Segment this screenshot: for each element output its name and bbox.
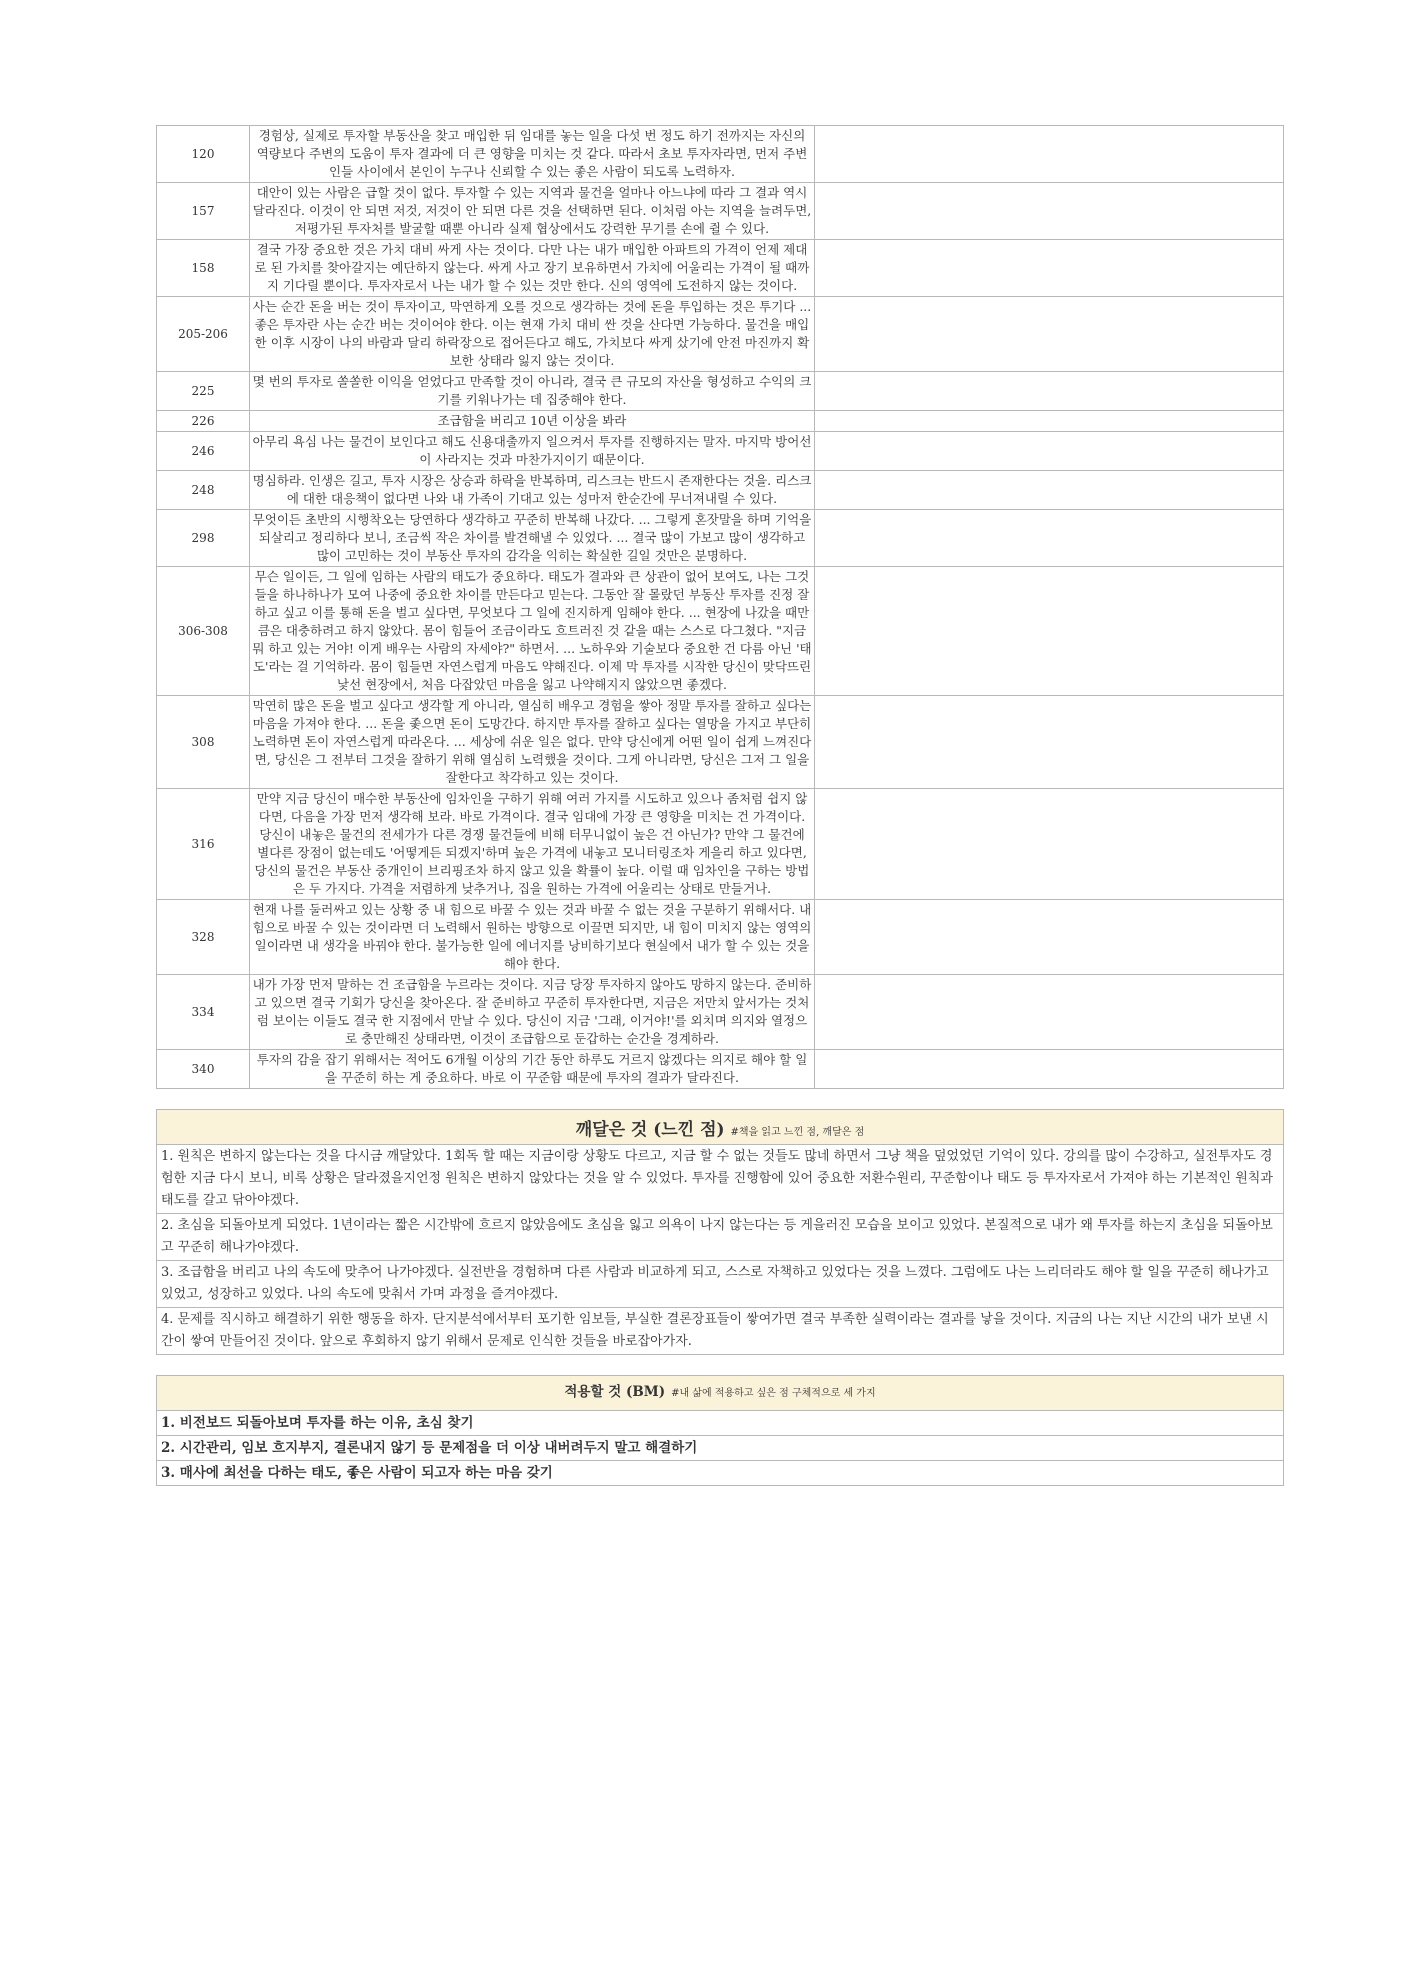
quote-memo <box>815 567 1284 696</box>
quote-row <box>157 432 1284 471</box>
quote-text: 만약 지금 당신이 매수한 부동산에 임차인을 구하기 위해 여러 가지를 시도하고 있으나 좀처럼 쉽지 않다면, 다음을 가장 먼저 생각해 보라. 바로 가격이다. 결국 임대에 가장 큰 영향을 미치는 건 가격이다. 당신이 내놓은 물건의 전세가가 다른 경쟁 물건들에 비해 터무니없이 높은 건 아닌가? 만약 그 물건에 별다른 장점이 없는데도 '어떻게든 되겠지'하며 높은 가격에 내놓고 모니터링조차 게을리 하고 있다면, 당신의 물건은 부동산 중개인이 브리핑조차 하지 않고 있을 확률이 높다. 이럴 때 임차인을 구하는 방법은 두 가지다. 가격을 저렴하게 낮추거나, 집을 원하는 가격에 어울리는 상태로 만들거나. <box>250 789 815 900</box>
quote-row <box>157 1050 1284 1089</box>
quote-row <box>157 696 1284 789</box>
quote-text: 내가 가장 먼저 말하는 건 조급함을 누르라는 것이다. 지금 당장 투자하지 않아도 망하지 않는다. 준비하고 있으면 결국 기회가 당신을 찾아온다. 잘 준비하고 꾸준히 투자한다면, 지금은 저만치 앞서가는 것처럼 보이는 이들도 결국 한 지점에서 만날 수 있다. 당신이 지금 '그래, 이거야!'를 외치며 의지와 열정으로 충만해진 상태라면, 이것이 조급함으로 둔갑하는 순간을 경계하라. <box>250 975 815 1050</box>
quote-text: 경험상, 실제로 투자할 부동산을 찾고 매입한 뒤 임대를 놓는 일을 다섯 번 정도 하기 전까지는 자신의 역량보다 주변의 도움이 투자 결과에 더 큰 영향을 미치는 것 같다. 따라서 초보 투자자라면, 먼저 주변인들 사이에서 본인이 누구나 신뢰할 수 있는 좋은 사람이 되도록 노력하자. <box>250 126 815 183</box>
quote-memo <box>815 471 1284 510</box>
quote-row <box>157 471 1284 510</box>
quote-text: 조급함을 버리고 10년 이상을 봐라 <box>250 411 815 432</box>
quote-row <box>157 510 1284 567</box>
realization-title: 깨달은 것 (느낀 점) <box>575 1119 725 1140</box>
apply-section <box>156 1375 1284 1486</box>
quote-memo <box>815 696 1284 789</box>
quote-row <box>157 411 1284 432</box>
quote-page-number: 158 <box>157 240 250 297</box>
quote-text: 투자의 감을 잡기 위해서는 적어도 6개월 이상의 기간 동안 하루도 거르지 않겠다는 의지로 해야 할 일을 꾸준히 하는 게 중요하다. 바로 이 꾸준함 때문에 투자의 결과가 달라진다. <box>250 1050 815 1089</box>
quote-page-number: 226 <box>157 411 250 432</box>
quote-memo <box>815 1050 1284 1089</box>
quote-page-number: 298 <box>157 510 250 567</box>
quote-memo <box>815 183 1284 240</box>
quote-row <box>157 240 1284 297</box>
realization-header <box>157 1110 1284 1145</box>
quote-row <box>157 900 1284 975</box>
quote-page-number: 334 <box>157 975 250 1050</box>
apply-item: 3. 매사에 최선을 다하는 태도, 좋은 사람이 되고자 하는 마음 갖기 <box>157 1461 1284 1486</box>
quote-page-number: 246 <box>157 432 250 471</box>
realization-item: 3. 조급함을 버리고 나의 속도에 맞추어 나가야겠다. 실전반을 경험하며 다른 사람과 비교하게 되고, 스스로 자책하고 있었다는 것을 느꼈다. 그럼에도 나는 느리더라도 해야 할 일을 꾸준히 해나가고 있었고, 성장하고 있었다. 나의 속도에 맞춰서 가며 과정을 즐겨야겠다. <box>157 1261 1284 1308</box>
quote-row <box>157 567 1284 696</box>
quote-text: 막연히 많은 돈을 벌고 싶다고 생각할 게 아니라, 열심히 배우고 경험을 쌓아 정말 투자를 잘하고 싶다는 마음을 가져야 한다. ... 돈을 좇으면 돈이 도망간다. 하지만 투자를 잘하고 싶다는 열망을 가지고 부단히 노력하면 돈이 자연스럽게 따라온다. ... 세상에 쉬운 일은 없다. 만약 당신에게 어떤 일이 쉽게 느껴진다면, 당신은 그 전부터 그것을 잘하기 위해 열심히 노력했을 것이다. 그게 아니라면, 당신은 그저 그 일을 잘한다고 착각하고 있는 것이다. <box>250 696 815 789</box>
quote-text: 현재 나를 둘러싸고 있는 상황 중 내 힘으로 바꿀 수 있는 것과 바꿀 수 없는 것을 구분하기 위해서다. 내 힘으로 바꿀 수 있는 것이라면 더 노력해서 원하는 방향으로 이끌면 되지만, 내 힘이 미치지 않는 영역의 일이라면 내 생각을 바꿔야 한다. 불가능한 일에 에너지를 낭비하기보다 현실에서 내가 할 수 있는 것을 해야 한다. <box>250 900 815 975</box>
quote-text: 아무리 욕심 나는 물건이 보인다고 해도 신용대출까지 일으켜서 투자를 진행하지는 말자. 마지막 방어선이 사라지는 것과 마찬가지이기 때문이다. <box>250 432 815 471</box>
quote-memo <box>815 411 1284 432</box>
quote-memo <box>815 900 1284 975</box>
realization-section <box>156 1109 1284 1355</box>
book-note-page <box>156 125 1284 1486</box>
realization-item: 4. 문제를 직시하고 해결하기 위한 행동을 하자. 단지분석에서부터 포기한 임보들, 부실한 결론장표들이 쌓여가면 결국 부족한 실력이라는 결과를 낳을 것이다. 지금의 나는 지난 시간의 내가 보낸 시간이 쌓여 만들어진 것이다. 앞으로 후회하지 않기 위해서 문제로 인식한 것들을 바로잡아가자. <box>157 1308 1284 1355</box>
apply-hint: #내 삶에 적용하고 싶은 점 구체적으로 세 가지 <box>671 1388 876 1399</box>
quote-text: 무슨 일이든, 그 일에 임하는 사람의 태도가 중요하다. 태도가 결과와 큰 상관이 없어 보여도, 나는 그것들을 하나하나가 모여 나중에 중요한 차이를 만든다고 믿는다. 그동안 잘 몰랐던 부동산 투자를 진정 잘하고 싶고 이를 통해 돈을 벌고 싶다면, 무엇보다 그 일에 진지하게 임해야 한다. ... 현장에 나갔을 때만큼은 대충하려고 하지 않았다. 몸이 힘들어 조금이라도 흐트러진 것 같을 때는 스스로 다그쳤다. "지금 뭐 하고 있는 거야! 이게 배우는 사람의 자세야?" 하면서. ... 노하우와 기술보다 중요한 건 다름 아닌 '태도'라는 걸 기억하라. 몸이 힘들면 자연스럽게 마음도 약해진다. 이제 막 투자를 시작한 당신이 맞닥뜨린 낯선 현장에서, 처음 다잡았던 마음을 잃고 나약해지지 않았으면 좋겠다. <box>250 567 815 696</box>
quote-page-number: 306-308 <box>157 567 250 696</box>
quote-memo <box>815 975 1284 1050</box>
realization-hint: #책을 읽고 느낀 점, 깨달은 점 <box>730 1126 865 1138</box>
realization-item: 1. 원칙은 변하지 않는다는 것을 다시금 깨달았다. 1회독 할 때는 지금이랑 상황도 다르고, 지금 할 수 없는 것들도 많네 하면서 그냥 책을 덮었었던 기억이 있다. 강의를 많이 수강하고, 실전투자도 경험한 지금 다시 보니, 비록 상황은 달라졌을지언정 원칙은 변하지 않았다는 것을 알 수 있었다. 투자를 진행함에 있어 중요한 저환수원리, 꾸준함이나 태도 등 투자자로서 가져야 하는 기본적인 원칙과 태도를 갈고 닦아야겠다. <box>157 1145 1284 1214</box>
quote-text: 명심하라. 인생은 길고, 투자 시장은 상승과 하락을 반복하며, 리스크는 반드시 존재한다는 것을. 리스크에 대한 대응책이 없다면 나와 내 가족이 기대고 있는 성마저 한순간에 무너져내릴 수 있다. <box>250 471 815 510</box>
quote-memo <box>815 789 1284 900</box>
quote-page-number: 120 <box>157 126 250 183</box>
quote-memo <box>815 510 1284 567</box>
quote-memo <box>815 126 1284 183</box>
apply-header <box>157 1376 1284 1411</box>
quote-row <box>157 183 1284 240</box>
quote-text: 결국 가장 중요한 것은 가치 대비 싸게 사는 것이다. 다만 나는 내가 매입한 아파트의 가격이 언제 제대로 된 가치를 찾아갈지는 예단하지 않는다. 싸게 사고 장기 보유하면서 가치에 어울리는 가격이 될 때까지 기다릴 뿐이다. 투자자로서 나는 내가 할 수 있는 것만 한다. 신의 영역에 도전하지 않는 것이다. <box>250 240 815 297</box>
quote-row <box>157 297 1284 372</box>
apply-title: 적용할 것 (BM) <box>564 1384 666 1400</box>
quote-page-number: 328 <box>157 900 250 975</box>
quote-text: 무엇이든 초반의 시행착오는 당연하다 생각하고 꾸준히 반복해 나갔다. ... 그렇게 혼잣말을 하며 기억을 되살리고 정리하다 보니, 조금씩 작은 차이를 발견해낼 수 있었다. ... 결국 많이 가보고 많이 생각하고 많이 고민하는 것이 부동산 투자의 감각을 익히는 확실한 길일 것만은 분명하다. <box>250 510 815 567</box>
quote-memo <box>815 372 1284 411</box>
quote-memo <box>815 432 1284 471</box>
quote-text: 대안이 있는 사람은 급할 것이 없다. 투자할 수 있는 지역과 물건을 얼마나 아느냐에 따라 그 결과 역시 달라진다. 이것이 안 되면 저것, 저것이 안 되면 다른 것을 선택하면 된다. 이처럼 아는 지역을 늘려두면, 저평가된 투자처를 발굴할 때뿐 아니라 실제 협상에서도 강력한 무기를 손에 쥘 수 있다. <box>250 183 815 240</box>
apply-item: 1. 비전보드 되돌아보며 투자를 하는 이유, 초심 찾기 <box>157 1411 1284 1436</box>
quote-page-number: 225 <box>157 372 250 411</box>
quote-page-number: 340 <box>157 1050 250 1089</box>
quote-page-number: 316 <box>157 789 250 900</box>
quote-page-number: 157 <box>157 183 250 240</box>
quote-text: 사는 순간 돈을 버는 것이 투자이고, 막연하게 오를 것으로 생각하는 것에 돈을 투입하는 것은 투기다 ... 좋은 투자란 사는 순간 버는 것이어야 한다. 이는 현재 가치 대비 싼 것을 산다면 가능하다. 물건을 매입한 이후 시장이 나의 바람과 달리 하락장으로 접어든다고 해도, 가치보다 싸게 샀기에 안전 마진까지 확보한 상태라 잃지 않는 것이다. <box>250 297 815 372</box>
quote-memo <box>815 297 1284 372</box>
quote-row <box>157 789 1284 900</box>
quote-row <box>157 126 1284 183</box>
quote-memo <box>815 240 1284 297</box>
quote-page-number: 248 <box>157 471 250 510</box>
quote-table <box>156 125 1284 1089</box>
quote-page-number: 205-206 <box>157 297 250 372</box>
quote-row <box>157 975 1284 1050</box>
quote-text: 몇 번의 투자로 쏠쏠한 이익을 얻었다고 만족할 것이 아니라, 결국 큰 규모의 자산을 형성하고 수익의 크기를 키워나가는 데 집중해야 한다. <box>250 372 815 411</box>
apply-item: 2. 시간관리, 임보 흐지부지, 결론내지 않기 등 문제점을 더 이상 내버려두지 말고 해결하기 <box>157 1436 1284 1461</box>
realization-item: 2. 초심을 되돌아보게 되었다. 1년이라는 짧은 시간밖에 흐르지 않았음에도 초심을 잃고 의욕이 나지 않는다는 등 게을러진 모습을 보이고 있었다. 본질적으로 내가 왜 투자를 하는지 초심을 되돌아보고 꾸준히 해나가야겠다. <box>157 1214 1284 1261</box>
quote-page-number: 308 <box>157 696 250 789</box>
quote-row <box>157 372 1284 411</box>
